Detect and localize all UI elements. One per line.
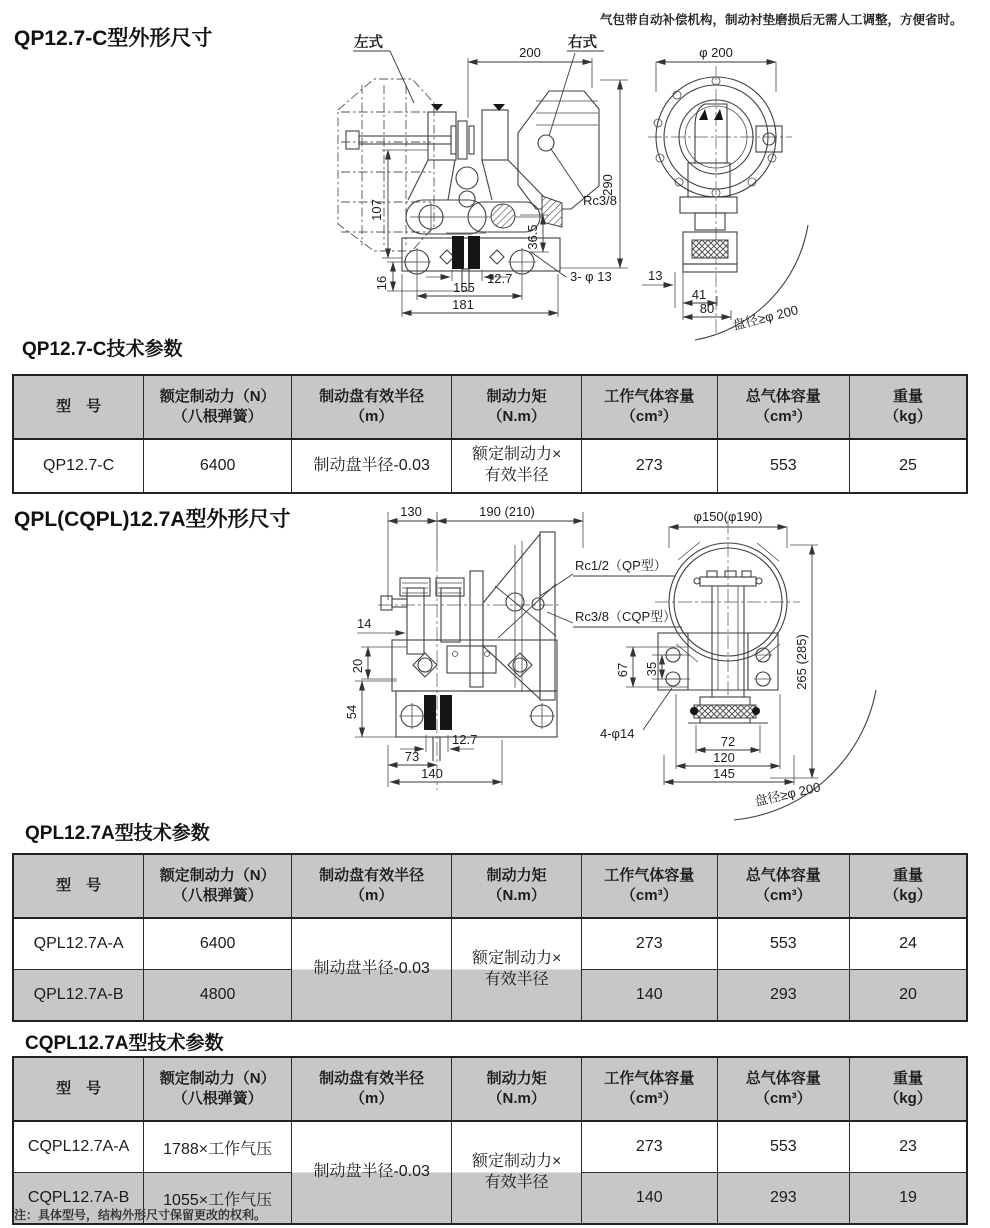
cell-radius-merged: 制动盘半径-0.03 — [292, 1121, 452, 1224]
col-header-model: 型 号 — [13, 854, 144, 918]
dim-label: 200 — [519, 45, 541, 60]
dim-label: 190 (210) — [479, 504, 535, 519]
dim-label: 72 — [720, 734, 736, 749]
col-header-weight: 重量 （kg） — [850, 1057, 967, 1121]
col-header-radius: 制动盘有效半径 （m） — [292, 375, 452, 439]
top-note: 气包带自动补偿机构，制动衬垫磨损后无需人工调整，方便省时。 — [600, 13, 963, 27]
dim-label: φ 200 — [699, 45, 733, 60]
cell-weight: 19 — [850, 1173, 967, 1225]
cell-total-volume: 293 — [717, 1173, 850, 1225]
table-row — [13, 439, 967, 493]
dim-label: 3- φ 13 — [570, 269, 612, 284]
col-header-total-volume: 总气体容量 （cm³） — [717, 854, 850, 918]
col-header-radius: 制动盘有效半径 （m） — [292, 854, 452, 918]
col-header-torque: 制动力矩 （N.m） — [452, 1057, 582, 1121]
cell-force: 6400 — [144, 439, 292, 493]
cell-force: 1055×工作气压 — [144, 1173, 292, 1225]
col-header-total-volume: 总气体容量 （cm³） — [717, 375, 850, 439]
drawing-qp127c — [330, 28, 990, 343]
col-header-radius: 制动盘有效半径 （m） — [292, 1057, 452, 1121]
dim-label: 181 — [452, 297, 474, 312]
cell-work-volume: 140 — [582, 1173, 717, 1225]
col-header-model: 型 号 — [13, 1057, 144, 1121]
caliper-side-view — [381, 532, 557, 761]
dim-label: 73 — [404, 749, 420, 764]
section-title-qpl127a-specs: QPL12.7A型技术参数 — [25, 823, 210, 844]
dim-label: 盘径≥φ 200 — [731, 302, 800, 333]
bottom-note: 注：具体型号，结构外形尺寸保留更改的权利。 — [14, 1208, 267, 1222]
dim-label: 80 — [699, 301, 715, 316]
dim-label: 54 — [344, 704, 359, 720]
dim-label: φ150(φ190) — [693, 509, 763, 524]
cell-model: QPL12.7A-A — [13, 918, 144, 970]
left-airbag-phantom — [338, 79, 434, 251]
dim-label: 145 — [713, 766, 735, 781]
cell-model: CQPL12.7A-A — [13, 1121, 144, 1173]
dim-label: 265 (285) — [794, 634, 809, 690]
col-header-total-volume: 总气体容量 （cm³） — [717, 1057, 850, 1121]
dim-label: 36.5 — [525, 224, 540, 250]
table-row — [13, 1121, 967, 1173]
section-title-cqpl127a-specs: CQPL12.7A型技术参数 — [25, 1033, 224, 1054]
col-header-force: 额定制动力（N） （八根弹簧） — [144, 375, 292, 439]
dim-label: 12.7 — [452, 732, 478, 747]
label-left-type: 左式 — [354, 35, 383, 51]
dim-label: 14 — [357, 616, 372, 631]
dim-label: 12.7 — [487, 271, 513, 286]
table-header-row — [13, 1057, 967, 1121]
cell-force: 1788×工作气压 — [144, 1121, 292, 1173]
col-header-torque: 制动力矩 （N.m） — [452, 854, 582, 918]
cell-model: QPL12.7A-B — [13, 970, 144, 1022]
cell-weight: 24 — [850, 918, 967, 970]
cell-model: CQPL12.7A-B — [13, 1173, 144, 1225]
cell-total-volume: 553 — [717, 918, 850, 970]
caliper-front-view — [346, 104, 562, 291]
cell-torque-merged: 额定制动力× 有效半径 — [452, 918, 582, 1021]
dim-label: 120 — [713, 750, 735, 765]
drawing-qpl127a — [344, 498, 990, 828]
cell-work-volume: 273 — [582, 439, 717, 493]
cell-total-volume: 553 — [717, 1121, 850, 1173]
cell-weight: 25 — [850, 439, 967, 493]
dim-label: 140 — [421, 766, 443, 781]
dim-label: 35 — [644, 661, 659, 677]
dim-label: 41 — [691, 287, 707, 302]
col-header-work-volume: 工作气体容量 （cm³） — [582, 1057, 717, 1121]
cell-force: 4800 — [144, 970, 292, 1022]
col-header-model: 型 号 — [13, 375, 144, 439]
col-header-work-volume: 工作气体容量 （cm³） — [582, 854, 717, 918]
table-cqpl127a-specs — [12, 1056, 968, 1225]
dim-label: 20 — [350, 658, 365, 674]
col-header-force: 额定制动力（N） （八根弹簧） — [144, 1057, 292, 1121]
cell-work-volume: 273 — [582, 918, 717, 970]
cell-force: 6400 — [144, 918, 292, 970]
dim-label: 16 — [374, 275, 389, 291]
cell-work-volume: 140 — [582, 970, 717, 1022]
section-title-qpl127a-dims: QPL(CQPL)12.7A型外形尺寸 — [14, 508, 291, 531]
cell-weight: 20 — [850, 970, 967, 1022]
table-header-row — [13, 854, 967, 918]
cell-work-volume: 273 — [582, 1121, 717, 1173]
section-title-qp127c-specs: QP12.7-C技术参数 — [22, 339, 183, 360]
cell-total-volume: 293 — [717, 970, 850, 1022]
cell-torque-merged: 额定制动力× 有效半径 — [452, 1121, 582, 1224]
dim-label: 107 — [369, 199, 384, 221]
right-airbag — [518, 91, 599, 209]
cell-weight: 23 — [850, 1121, 967, 1173]
label-right-type: 右式 — [568, 35, 597, 51]
col-header-weight: 重量 （kg） — [850, 854, 967, 918]
dim-label: Rc1/2（QP型） — [575, 558, 667, 573]
cell-total-volume: 553 — [717, 439, 850, 493]
cell-radius: 制动盘半径-0.03 — [292, 439, 452, 493]
flange-side-view — [648, 66, 792, 335]
dim-label: 155 — [453, 280, 475, 295]
table-qpl127a-specs — [12, 853, 968, 1022]
table-header-row — [13, 375, 967, 439]
dim-label: 130 — [400, 504, 422, 519]
chamber-front-view — [655, 520, 800, 723]
dim-label: 67 — [615, 662, 630, 678]
section-title-qp127c-dims: QP12.7-C型外形尺寸 — [14, 27, 213, 50]
cell-torque: 额定制动力× 有效半径 — [452, 439, 582, 493]
col-header-torque: 制动力矩 （N.m） — [452, 375, 582, 439]
dim-label: Rc3/8 — [583, 193, 617, 208]
table-qp127c-specs — [12, 374, 968, 494]
cell-radius-merged: 制动盘半径-0.03 — [292, 918, 452, 1021]
col-header-work-volume: 工作气体容量 （cm³） — [582, 375, 717, 439]
cell-model: QP12.7-C — [13, 439, 144, 493]
dim-label: 盘径≥φ 200 — [753, 779, 822, 809]
col-header-weight: 重量 （kg） — [850, 375, 967, 439]
dim-label: 290 — [600, 174, 615, 196]
dim-label: 4-φ14 — [600, 726, 635, 741]
table-row — [13, 918, 967, 970]
dim-label: Rc3/8（CQP型） — [575, 609, 677, 624]
dim-label: 13 — [648, 268, 663, 283]
col-header-force: 额定制动力（N） （八根弹簧） — [144, 854, 292, 918]
